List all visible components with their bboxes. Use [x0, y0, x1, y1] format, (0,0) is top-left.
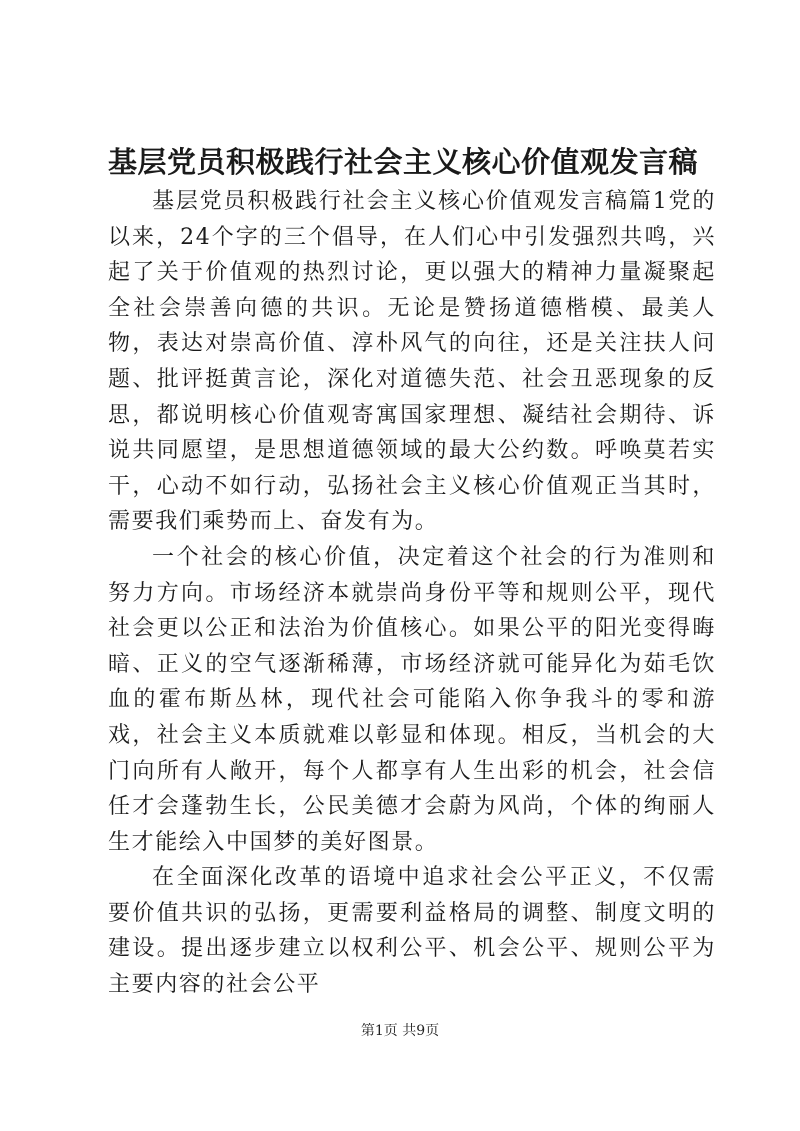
paragraph-2: 一个社会的核心价值，决定着这个社会的行为准则和努力方向。市场经济本就崇尚身份平等和规则公平，现代社会更以公正和法治为价值核心。如果公平的阳光变得晦暗、正义的空气逐渐稀薄，市场经济就可能异化为茹毛饮血的霍布斯丛林，现代社会可能陷入你争我斗的零和游戏，社会主义本质就难以彰显和体现。相反，当机会的大门向所有人敞开，每个人都享有人生出彩的机会，社会信任才会蓬勃生长，公民美德才会蔚为风尚，个体的绚丽人生才能绘入中国梦的美好图景。 [108, 544, 716, 855]
document-title: 基层党员积极践行社会主义核心价值观发言稿 [108, 145, 699, 179]
paragraph-3: 在全面深化改革的语境中追求社会公平正义，不仅需要价值共识的弘扬，更需要利益格局的调整、制度文明的建设。提出逐步建立以权利公平、机会公平、规则公平为主要内容的社会公平 [108, 865, 716, 998]
paragraph-1: 基层党员积极践行社会主义核心价值观发言稿篇1党的以来，24个字的三个倡导，在人们心中引发强烈共鸣，兴起了关于价值观的热烈讨论，更以强大的精神力量凝聚起全社会崇善向德的共识。无论是赞扬道德楷模、最美人物，表达对崇高价值、淳朴风气的向往，还是关注扶人问题、批评挺黄言论，深化对道德失范、社会丑恶现象的反思，都说明核心价值观寄寓国家理想、凝结社会期待、诉说共同愿望，是思想道德领域的最大公约数。呼唤莫若实干，心动不如行动，弘扬社会主义核心价值观正当其时，需要我们乘势而上、奋发有为。 [108, 189, 716, 535]
document-body [108, 184, 716, 1003]
page-number-footer: 第1页 共9页 [360, 1023, 440, 1039]
